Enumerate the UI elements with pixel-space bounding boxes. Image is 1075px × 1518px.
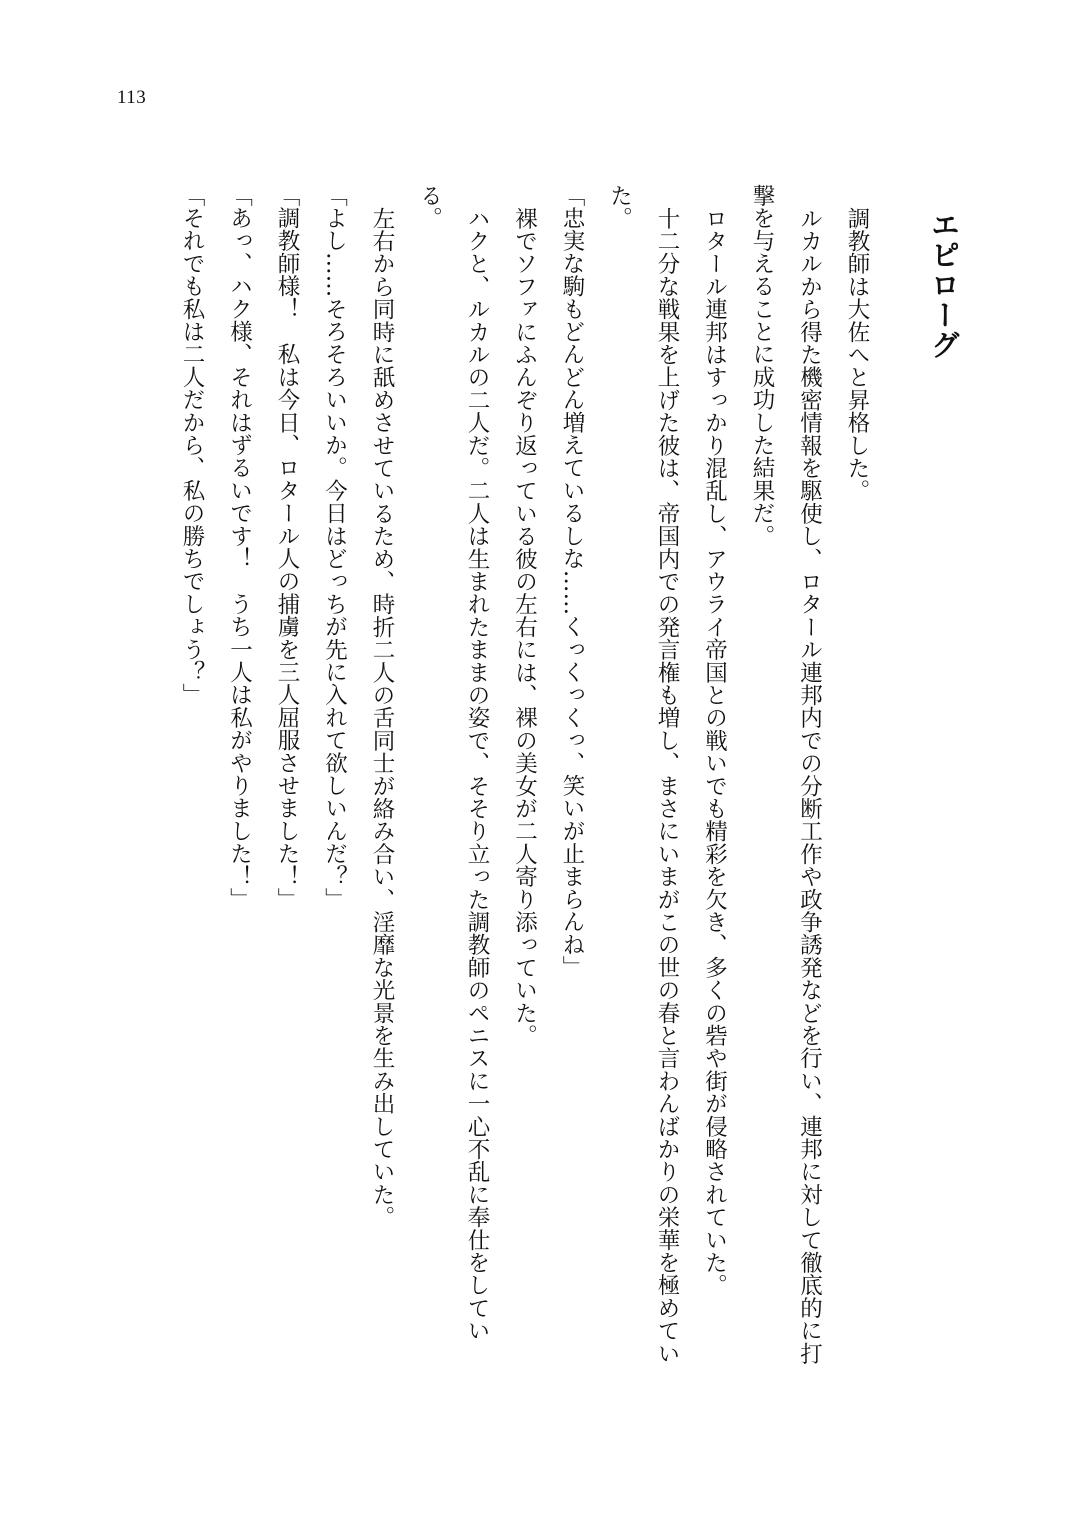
dialogue-line: 「調教師様！ 私は今日、ロタール人の捕虜を三人屈服させました！」 [274, 184, 300, 911]
paragraph: ルカルから得た機密情報を駆使し、ロタール連邦内での分断工作や政争誘発などを行い、連邦に対して徹底的に打撃を与えることに成功した結果だ。 [749, 184, 823, 1365]
chapter-title: エピローグ [927, 210, 961, 360]
page-number: 113 [117, 87, 147, 108]
paragraph: 左右から同時に舐めさせているため、時折二人の舌同士が絡み合い、淫靡な光景を生み出していた。 [369, 206, 395, 1228]
paragraph: 裸でソファにふんぞり返っている彼の左右には、裸の美女が二人寄り添っていた。 [511, 206, 538, 1047]
dialogue-line: 「よし……そろそろいいか。今日はどっちが先に入れて欲しいんだ？」 [321, 184, 348, 911]
paragraph: 調教師は大佐へと昇格した。 [844, 206, 870, 502]
body-text [168, 184, 881, 1374]
dialogue-line: 「それでも私は二人だから、私の勝ちでしょう？」 [179, 184, 205, 707]
dialogue-line: 「忠実な駒もどんどん増えているしな……くっくっくっ、笑いが止まらんね」 [559, 184, 585, 979]
dialogue-line: 「あっ、ハク様、それはずるいです！ うち一人は私がやりました！」 [226, 184, 253, 911]
paragraph: ロタール連邦はすっかり混乱し、アウライ帝国との戦いでも精彩を欠き、多くの砦や街が侵略されていた。 [701, 206, 728, 1297]
paragraph: 十二分な戦果を上げた彼は、帝国内での発言権も増し、まさにいまがこの世の春と言わんばかりの栄華を極めていた。 [606, 184, 680, 1365]
paragraph: ハクと、ルカルの二人だ。二人は生まれたままの姿で、そそり立った調教師のペニスに一心不乱に奉仕をしている。 [416, 184, 490, 1342]
